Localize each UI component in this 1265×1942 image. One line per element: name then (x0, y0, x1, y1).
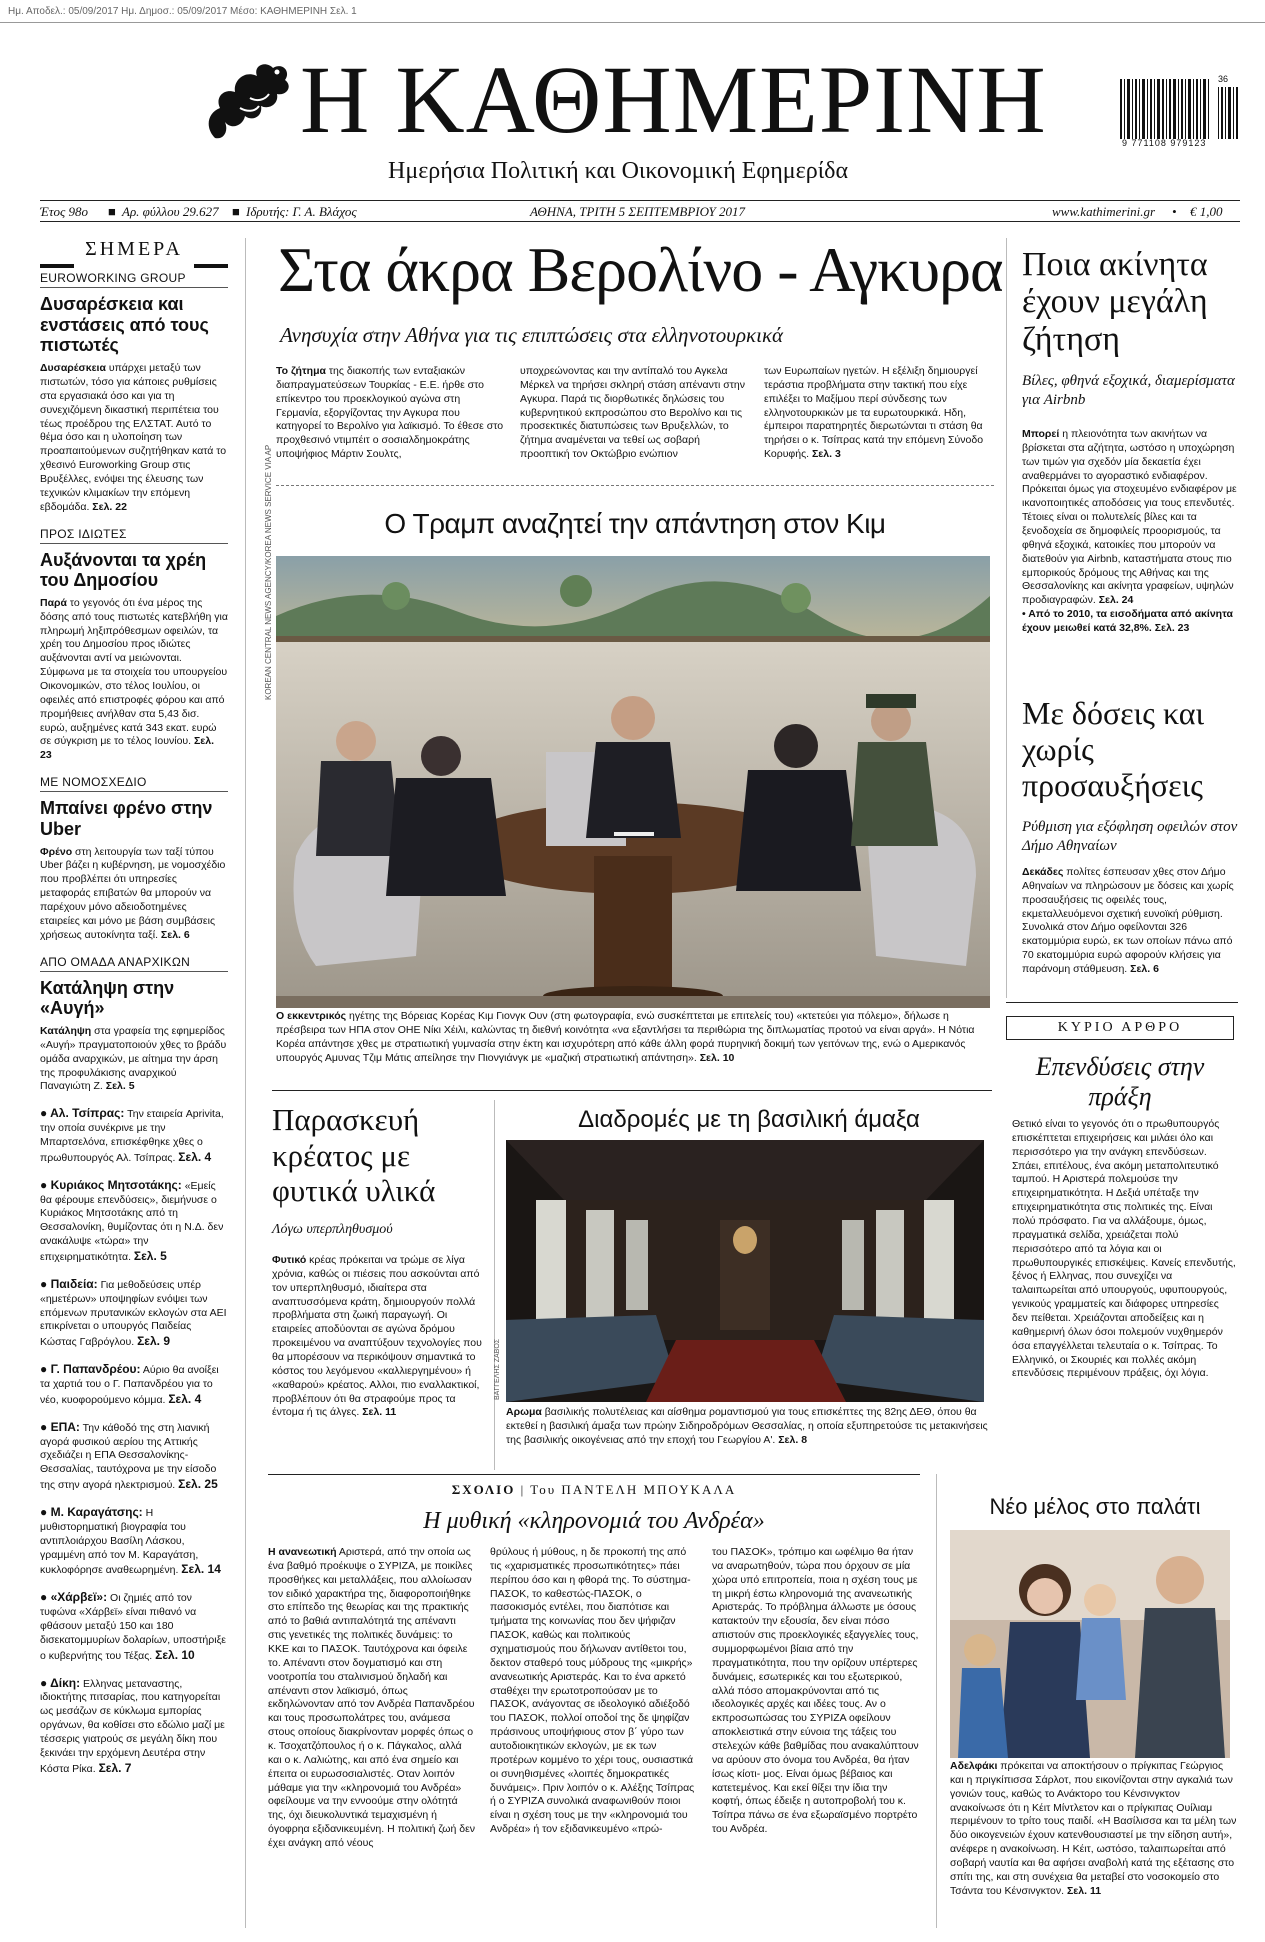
dashed-divider (276, 485, 994, 486)
archive-meta: Ημ. Αποδελ.: 05/09/2017 Ημ. Δημοσ.: 05/09/2017 Μέσο: ΚΑΘΗΜΕΡΙΝΗ Σελ. 1 (8, 6, 357, 17)
story-body: Φρένο στη λειτουργία των ταξί τύπου Uber βάζει η κυβέρνηση, με νομοσχέδιο που προβλέπει ότι υπηρεσίες μεταφοράς επιβατών θα μπορούν να παρέχουν μόνο αδειοδοτημένες εταιρείες και μόνο με βάση συμβάσεις χρήσεως αυτοκίνητα ταξί. Σελ. 6 (40, 845, 226, 941)
meat-headline[interactable]: Παρασκευή κρέατος με φυτικά υλικά (272, 1102, 436, 1209)
masthead-title: Η ΚΑΘΗΜΕΡΙΝΗ (300, 46, 1047, 153)
meat-subtitle: Λόγω υπερπληθυσμού (272, 1222, 393, 1237)
property-headline[interactable]: Ποια ακίνητα έχουν μεγάλη ζήτηση (1022, 246, 1208, 358)
story-body: Παρά το γεγονός ότι ένα μέρος της δόσης από τους πιστωτές κατεβλήθη για πληρωμή ληξιπρόθεσμων οφειλών, τα χρέη του Δημοσίου προς ιδιώτες αυξάνονται αντί να μειώνονται. Σύμφωνα με τα στοιχεία του υπουργείου Οικονομικών, στο τέλος Ιουλίου, οι οφειλές από επιστροφές φόρου και από προμήθειες ανήλθαν στα 5,43 δισ. ευρώ, αυξημένες κατά 343 εκατ. ευρώ σε σύγκριση με το τέλος Ιουνίου. Σελ. 23 (40, 596, 228, 762)
municipal-subtitle: Ρύθμιση για εξόφληση οφειλών στον Δήμο Αθηναίων (1022, 819, 1238, 854)
photo-credit: ΒΑΓΓΕΛΗΣ ΖΑΒΟΣ (494, 1338, 501, 1400)
story-title: Αυξάνονται τα χρέη του Δημοσίου (40, 549, 207, 591)
barcode-issue: 36 (1218, 74, 1229, 84)
dateline: ΑΘΗΝΑ, ΤΡΙΤΗ 5 ΣΕΠΤΕΜΒΡΙΟΥ 2017 (530, 204, 745, 219)
lead-col-1: Το ζήτημα της διακοπής των ενταξιακών διαπραγματεύσεων Τουρκίας - Ε.Ε. ήρθε στο επίκεντρο του προεκλογικού αγώνα στη Γερμανία, εξοργίζοντας την Αγκυρα που κατηγορεί το Βερολίνο για λαϊκισμό. Το έθεσε στο προχθεσινό ντιμπέιτ ο σοσιαλδημοκράτης υποψήφιος Μάρτιν Σουλτς, (276, 365, 504, 461)
left-story-3[interactable] (40, 775, 228, 942)
editorial-label: ΚΥΡΙΟ ΑΡΘΡΟ (1006, 1016, 1234, 1040)
today-header: ΣΗΜΕΡΑ (40, 238, 228, 261)
story-kicker: ΑΠΟ ΟΜΑΔΑ ΑΝΑΡΧΙΚΩΝ (40, 955, 228, 972)
website: www.kathimerini.gr (1052, 204, 1156, 219)
brief-item[interactable]: ● Γ. Παπανδρέου: Αύριο θα ανοίξει τα χαρτιά του ο Γ. Παπανδρέου για το νέο, κυοφορούμενο κόμμα. Σελ. 4 (40, 1362, 219, 1406)
issue-number: Αρ. φύλλου 29.627 (122, 204, 219, 219)
brief-item[interactable]: ● ΕΠΑ: Την κάθοδό της στη λιανική αγορά φυσικού αερίου της Αττικής σχεδιάζει η ΕΠΑ Θεσσαλονίκης-Θεσσαλίας, ταυτόχρονα με την είσοδο της στην αγορά ηλεκτρισμού. Σελ. 25 (40, 1419, 218, 1492)
barcode-number: 9 771108 979123 (1122, 138, 1207, 148)
royal-family-photo (950, 1530, 1230, 1758)
commentary-col-1: Η ανανεωτική Αριστερά, από την οποία ως ένα βαθμό προέκυψε ο ΣΥΡΙΖΑ, με ποικίλες προσθήκες και μεταλλάξεις, που αλλοίωσαν τον ειδικό χαρακτήρα της, διαφοροποιήθηκε στο επίπεδο της θεωρίας και της πρακτικής από το βαθιά αντιπαλότητά της απέναντι στις γενετικές της πολιτικές δυνάμεις: το ΚΚΕ και το ΠΑΣΟΚ. Ταυτόχρονα και όφειλε το. Απέναντι στον δογματισμό και στη νοοτροπία του σταλινισμού δηλαδή και απέναντι στον λαϊκισμό, όπως εκδηλώνονταν από τον Ανδρέα Παπανδρέου και τους προσωπολάτρες του, ανάμεσα στους οποίους διακρίνονταν μορφές όπως ο κ. Τσοχατζόπουλος ή ο κ. Πάγκαλος, αλλά και ο κ. Λαλιώτης, και από ένα σημείο και έπειτα οι ευρωσοσιαλιστές. Οταν λοιπόν μάθαμε για την «κληρονομιά του Ανδρέα» οφείλουμε να την εννοούμε στην ολότητά της, όχι διευκολυντικά τεμαχισμένη ή όγοφρηα εξιδανικευμένη. Η πολιτική ζωή δεν έχει ανάγκη από νέους (268, 1546, 476, 1850)
commentary-body (268, 1546, 920, 1851)
trump-caption: Ο εκκεντρικός ηγέτης της Βόρειας Κορέας Κιμ Γιονγκ Ουν (στη φωτογραφία, ενώ συσκέπτεται με επιτελείς του) «κτετεύει για πόλεμο», δήλωσε η πρέσβειρα των ΗΠΑ στον ΟΗΕ Νίκι Χέιλι, καλώντας τη διεθνή κοινότητα «να εξαντλήσει τα περιθώρια της διπλωματίας προτού να είναι αργά». Η Νότια Κορέα απάντησε χθες με στρατιωτική γυμνασία στην έκτη και ισχυρότερη από κάθε άλλη φορά πυρηνική δοκιμή των γειτόνων της, ενώ ο Αμερικανός υπουργός Αμυνας Τζιμ Μάτις απείλησε την Πιονγιάνγκ με «μαζική στρατιωτική απάντηση». Σελ. 10 (276, 1010, 975, 1064)
brief-item[interactable]: ● Κυριάκος Μητσοτάκης: «Εμείς θα φέρουμε επενδύσεις», διεμήνυσε ο Κυριάκος Μητσοτάκης από τη Θεσσαλονίκη, θυμίζοντας ότι η Ν.Δ. δεν ανακάλυψε «τώρα» την επιχειρηματικότητα. Σελ. 5 (40, 1177, 224, 1263)
editorial-headline[interactable]: Επενδύσεις στην πράξη (1035, 1052, 1205, 1111)
kim-meeting-photo (276, 556, 990, 1008)
property-subtitle: Βίλες, φθηνά εξοχικά, διαμερίσματα για Airbnb (1022, 373, 1235, 408)
editorial-body: Θετικό είναι το γεγονός ότι ο πρωθυπουργός επισκέπτεται επιχειρήσεις και μιλάει όλο και περισσότερο για την ανάγκη επενδύσεων. Σπάει, επιτέλους, ένα ακόμη μεταπολιτευτικό ταμπού. Η Αριστερά πολεμούσε την επιχειρηματικότητα. Η Δεξιά υπέταξε την επιχειρηματικότητα στις πολιτικές της. Είναι πολύ πρόσφατο. Για να αλλάξουμε, όμως, πραγματικά σελίδα, χρειάζεται πολύ περισσότερο από τα λόγια και οι πρωθυπουργικές επισκέψεις. Κανείς επενδυτής, ξένος ή Ελληνας, που συνεχίζει να ταλαιπωρείται από υπουργούς, υφυπουργούς, γενικούς γραμματείς και διάφορες υπηρεσίες δεν πείθεται. Χρειάζονται αποδείξεις και η καθημερινή όλων όσοι πολεμούν νυχθημερόν όσα επαγγέλλεται τελευταία ο κ. Τσίπρας. Το Ελληνικό, οι Σκουριές και πολλές ακόμη επενδύσεις περιμένουν πράξεις, όχι λόγια. (1012, 1118, 1236, 1380)
commentary-col-2: θρύλους ή μύθους, η δε προκοπή της από τις «χαρισματικές προσωπικότητες» πάει περίπου όσο και η φθορά της. Το σύστημα-ΠΑΣΟΚ, το καθεστώς-ΠΑΣΟΚ, ο πασοκισμός εντέλει, που διαπότισε και τμήματα της κοινωνίας που δεν ψήφιζαν ΠΑΣΟΚ, καθώς και πολιτικούς σχηματισμούς που δήλωναν αντίθετοι του, δεκτον σταθερό τους μύδρους της «μικρής» ανανεωτικής Αριστεράς. Και το ένα αρκετό σταθέχει την ερωτοτροπούσαν με το ΠΑΣΟΚ, ανάγοντας σε ιδεολογικό αδιέξοδό του ΠΑΣΟΚ, πολλοί οποδοί της δε ψηφίζαν πράσινους υποψήφιους στον β΄ γύρο των αυτοδιοικητικών εκλογών, με εκ των προτέρων κομμένο το χέρι τους, ουσιαστικά οι συνηθισμένες «λοιπές δημοκρατικές δυνάμεις». Πριν λοιπόν ο κ. Αλέξης Τσίπρας ή ο ΣΥΡΙΖΑ συνολικά αναφωνιθούν ποιοι είναι η σχέση τους με την «κληρονομιά του Ανδρέα» ή τον εξιδανικευμένο «πρώ- (490, 1546, 695, 1836)
left-column (40, 238, 228, 1789)
info-bar (40, 200, 1240, 222)
property-body: Μπορεί η πλειονότητα των ακινήτων να βρίσκεται στα αζήτητα, ωστόσο η υποχώρηση των τιμών για σχεδόν μία δεκαετία έχει αναθερμάνει το αγοραστικό ενδιαφέρον. Πρόκειται όμως για στοχευμένο ενδιαφέρον με ικανοποιητικές αποδόσεις για τους επενδυτές. Τέτοιες είναι οι πολυτελείς βίλες και τα ξενοδοχεία σε δημοφιλείς προορισμούς, τα φθηνά εξοχικά, κατοικίες που μπορούν να διατεθούν για Airbnb, καταστήματα στους πιο εμπορικούς δρόμους της Αθήνας και της Θεσσαλονίκης και ακίνητα γραφείων, υψηλών προδιαγραφών. Σελ. 24 • Από το 2010, τα εισοδήματα από ακίνητα έχουν μειωθεί κατά 32,8%. Σελ. 23 (1022, 428, 1237, 635)
story-kicker: ΠΡΟΣ ΙΔΙΩΤΕΣ (40, 527, 228, 544)
lead-headline[interactable]: Στα άκρα Βερολίνο - Αγκυρα (278, 234, 1003, 305)
lead-col-2: υποχρεώνοντας και την αντίπαλό του Αγκελα Μέρκελ να τηρήσει σκληρή στάση απέναντι στην Αγκυρα. Παρά τις διορθωτικές δηλώσεις του κυβερνητικού εκπροσώπου στο Βερολίνο και τις προσεκτικές διατυπώσεις των Βρυξελλών, το ζήτημα αναμένεται να τεθεί ως σοβαρή προοπτική τον Οκτώβριο ενώπιον (520, 365, 745, 461)
column-rule (245, 238, 246, 1928)
meat-body: Φυτικό κρέας πρόκειται να τρώμε σε λίγα χρόνια, καθώς οι πιέσεις που ασκούνται από τον υπερπληθυσμό, ιδιαίτερα στα αναπτυσσόμενα κράτη, δημιουργούν πολλά προβλήματα στη ζωική παραγωγή. Οι εταιρείες αποδύονται σε αγώνα δρόμου προκειμένου να αναπτύξουν τεχνολογίες που θα μπορέσουν να περικόψουν σημαντικά το κόστος του λεγόμενου «καλλιεργημένου» ή «καθαρού» κρέατος. Αλλοι, πιο εναλλακτικοί, προβλέπουν ότι θα στραφούμε προς τα έντομα ή τις άλγες. Σελ. 11 (272, 1254, 482, 1419)
photo-credit: KOREAN CENTRAL NEWS AGENCY/KOREA NEWS SERVICE VIA AP (264, 444, 273, 700)
municipal-headline[interactable]: Με δόσεις και χωρίς προσαυξήσεις (1022, 695, 1205, 803)
royal-headline[interactable]: Νέο μέλος στο παλάτι (989, 1494, 1201, 1519)
commentary-headline[interactable]: Η μυθική «κληρονομιά του Ανδρέα» (423, 1508, 765, 1534)
brief-item[interactable]: ● Μ. Καραγάτσης: Η μυθιστορηματική βιογραφία του αντιπλοιάρχου Βασίλη Λάσκου, γραμμένη από τον Μ. Καραγάτση, κυκλοφόρησε αναθεωρημένη. Σελ. 14 (40, 1505, 221, 1577)
royal-carriage-photo (506, 1140, 984, 1402)
train-headline[interactable]: Διαδρομές με τη βασιλική άμαξα (578, 1106, 920, 1133)
left-story-4[interactable] (40, 955, 228, 1095)
brief-item[interactable]: ● Δίκη: Ελληνας μεταναστης, ιδιοκτήτης πιτσαρίας, που κατηγορείται ως μεσάζων σε κύκλωμα εμπορίας οργάνων, θα κοθίσει στο εδώλιο μαζί με τέσσερις γιατρούς σε μεγάλη δίκη που ξεκινάει την ερχόμενη Δευτέρα στην Κόστα Ρίκα. Σελ. 7 (40, 1675, 225, 1775)
lead-body (276, 365, 994, 462)
trump-headline[interactable]: Ο Τραμπ αναζητεί την απάντηση στον Κιμ (384, 508, 886, 539)
story-kicker: ΜΕ ΝΟΜΟΣΧΕΔΙΟ (40, 775, 228, 792)
masthead-tagline: Ημερήσια Πολιτική και Οικονομική Εφημερίδα (388, 158, 849, 184)
brief-item[interactable]: ● Παιδεία: Για μεθοδεύσεις υπέρ «ημετέρων» υποψηφίων ενόψει των επόμενων πρυτανικών εκλογών στα ΑΕΙ επικρίνεται ο υπουργός Παιδείας Κώστας Γαβρόγλου. Σελ. 9 (40, 1276, 227, 1349)
bullet-square-icon: ■ (232, 204, 240, 219)
story-title: Δυσαρέσκεια και ενστάσεις από τους πιστωτές (40, 294, 209, 356)
story-body: Δυσαρέσκεια υπάρχει μεταξύ των πιστωτών, τόσο για κάποιες ρυθμίσεις στα εργασιακά όσο και για τη συνεχιζόμενη δικαστική περιπέτεια του τέως προέδρου της ΕΛΣΤΑΤ. Αυτό το θέμα όσο και η υλοποίηση των προαπαιτούμενων συζητήθηκαν κατά το χθεσινό Euroworking Group στις Βρυξέλλες, ενόψει της έλευσης των τεχνικών κλιμακίων την επόμενη εβδομάδα. Σελ. 22 (40, 362, 227, 513)
section-rule (268, 1474, 920, 1475)
column-rule (1006, 238, 1007, 998)
story-kicker: EUROWORKING GROUP (40, 271, 228, 288)
brief-item[interactable]: ● «Χάρβεϊ»: Οι ζημιές από τον τυφώνα «Χάρβεϊ» είναι πιθανό να φθάσουν μεταξύ 150 και 180 δισεκατομμυρίων δολαρίων, υποστήριξε ο κυβερνήτης του Τέξας. Σελ. 10 (40, 1590, 226, 1662)
train-caption: Αρωμα βασιλικής πολυτέλειας και αίσθημα ρομαντισμού για τους επισκέπτες της 82ης ΔΕΘ, όπου θα εκτεθεί η βασιλική άμαξα των πρώην Σιδηροδρόμων Θεσσαλίας, η οποία εξυπηρετούσε τις μετακινήσεις της βασιλικής οικογένειας από την εποχή του Γεωργίου Α'. Σελ. 8 (506, 1406, 988, 1446)
bullet-square-icon: ■ (108, 204, 116, 219)
lead-subtitle: Ανησυχία στην Αθήνα για τις επιπτώσεις στα ελληνοτουρκικά (280, 323, 784, 347)
commentary-label: ΣΧΟΛΙΟ | Του ΠΑΝΤΕΛΗ ΜΠΟΥΚΑΛΑ (451, 1482, 737, 1497)
story-title: Κατάληψη στην «Αυγή» (40, 977, 175, 1019)
brief-item[interactable]: ● Αλ. Τσίπρας: Την εταιρεία Aprivita, την οποία συνέκρινε με την Μπαρτσελόνα, επισκέφθηκε χθες ο πρωθυπουργός Αλ. Τσίπρας. Σελ. 4 (40, 1106, 224, 1164)
year: Έτος 98ο (40, 204, 89, 219)
founder: Ιδρυτής: Γ. Α. Βλάχος (246, 204, 357, 219)
royal-caption: Αδελφάκι πρόκειται να αποκτήσουν ο πρίγκιπας Γεώργιος και η πριγκίπισσα Σάρλοτ, που εικονίζονται στην αγκαλιά των γονιών τους, καθώς το Ανάκτορο του Κένσινγκτον ανακοίνωσε ότι η Κέιτ Μίντλετον και ο πρίγκιπας Ουίλιαμ περιμένουν το τρίτο τους παιδί. «Η Βασίλισσα και τα μέλη των δύο οικογενειών έχουν κατενθουσιαστεί με την είδηση αυτή», ανέφερε η ανακοίνωση. Η Κέιτ, ωστόσο, ταλαιπωρείται από σοβαρή ναυτία και θα αφήσει αναβολή κατά της εξέτασης στο σπίτι της, και στη συνέχεια θα μεταβεί στο νοσοκομείο στο Τσάντα του Κένσινγκτον. Σελ. 11 (950, 1760, 1237, 1897)
left-story-2[interactable] (40, 527, 228, 764)
left-story-1[interactable] (40, 271, 228, 515)
section-rule (1006, 1002, 1238, 1003)
column-rule (494, 1100, 495, 1470)
story-title: Μπαίνει φρένο στην Uber (40, 798, 213, 839)
top-rule (0, 22, 1265, 23)
section-rule (272, 1090, 992, 1091)
story-body: Κατάληψη στα γραφεία της εφημερίδος «Αυγή» πραγματοποιούν χθες το βράδυ ομάδα αναρχικών, με αίτημα την άρση της προφυλάκισης αναρχικού Παναγιώτη Ζ. Σελ. 5 (40, 1024, 227, 1093)
price: € 1,00 (1190, 204, 1223, 219)
bullet-dot-icon: • (1172, 204, 1177, 219)
lead-col-3: των Ευρωπαίων ηγετών. Η εξέλιξη δημιουργεί τεράστια προβλήματα στην τακτική που είχε επιλέξει το Μαξίμου περί σύνδεσης των ελληνοτουρκικών με τα ευρωτουρκικά. Ηδη, έμπειροι παρατηρητές διερωτώνται τι στάση θα τηρήσει ο κ. Τσίπρας κατά την επόμενη Σύνοδο Κορυφής. Σελ. 3 (764, 365, 984, 461)
commentary-col-3: του ΠΑΣΟΚ», τρόπιμο και ωφέλιμο θα ήταν να αναρωτηθούν, τώρα που όρχουν σε μία χώρα υπό επιτροπεία, ποια η σχέση τους με τη μικρή έστω κληρονομιά της ανανεωτικής Αριστεράς. Το πρόβλημα άλλωστε με όσους κατακτούν την εξουσία, δεν είναι πόσο απιστούν στις προεκλογικές εξαγγελίες τους, συμμορφωμένοι βίαια από την πραγματικότητα, που την ορίζουν υπέρτερες δυνάμεις, εσωτερικές και του εξωτερικού, αλλά πόσο απομακρύνονται από τις ιδεολογικές αρχές και ιδέες τους. Αν ο εκπροσωπώσας του ΣΥΡΙΖΑ οφείλουν αποκλειστικά στην εύνοια της τάξεις του στελεχών κάθε βαθμίδας που ανακαλύπτουν να αρύουν στο όνομα του Ανδρέα, θα ήταν ίσως κίοτι- μος. Είναι όμως βέβαιος και κατετεμένος. Και εκεί θίξει την ίδια την κοφτή, όπως έδειξε η αυτοπροβολή του κ. Τσίπρα πάνω σε ένα εξωραϊσμένο πορτρέτο του Ανδρέα. (712, 1546, 919, 1836)
column-rule (936, 1474, 937, 1928)
phoenix-logo-icon (195, 58, 295, 148)
municipal-body: Δεκάδες πολίτες έσπευσαν χθες στον Δήμο Αθηναίων να πληρώσουν με δόσεις και χωρίς προσαυξήσεις τις οφειλές τους, εκμεταλλευόμενοι σχετική ευνοϊκή ρύθμιση. Συνολικά στον Δήμο οφείλονται 326 εκατομμύρια ευρώ, εκ των οποίων πάνω από 70 εκατομμύρια ευρώ αφορούν κλήσεις για παράνομη στάθμευση. Σελ. 6 (1022, 866, 1234, 976)
